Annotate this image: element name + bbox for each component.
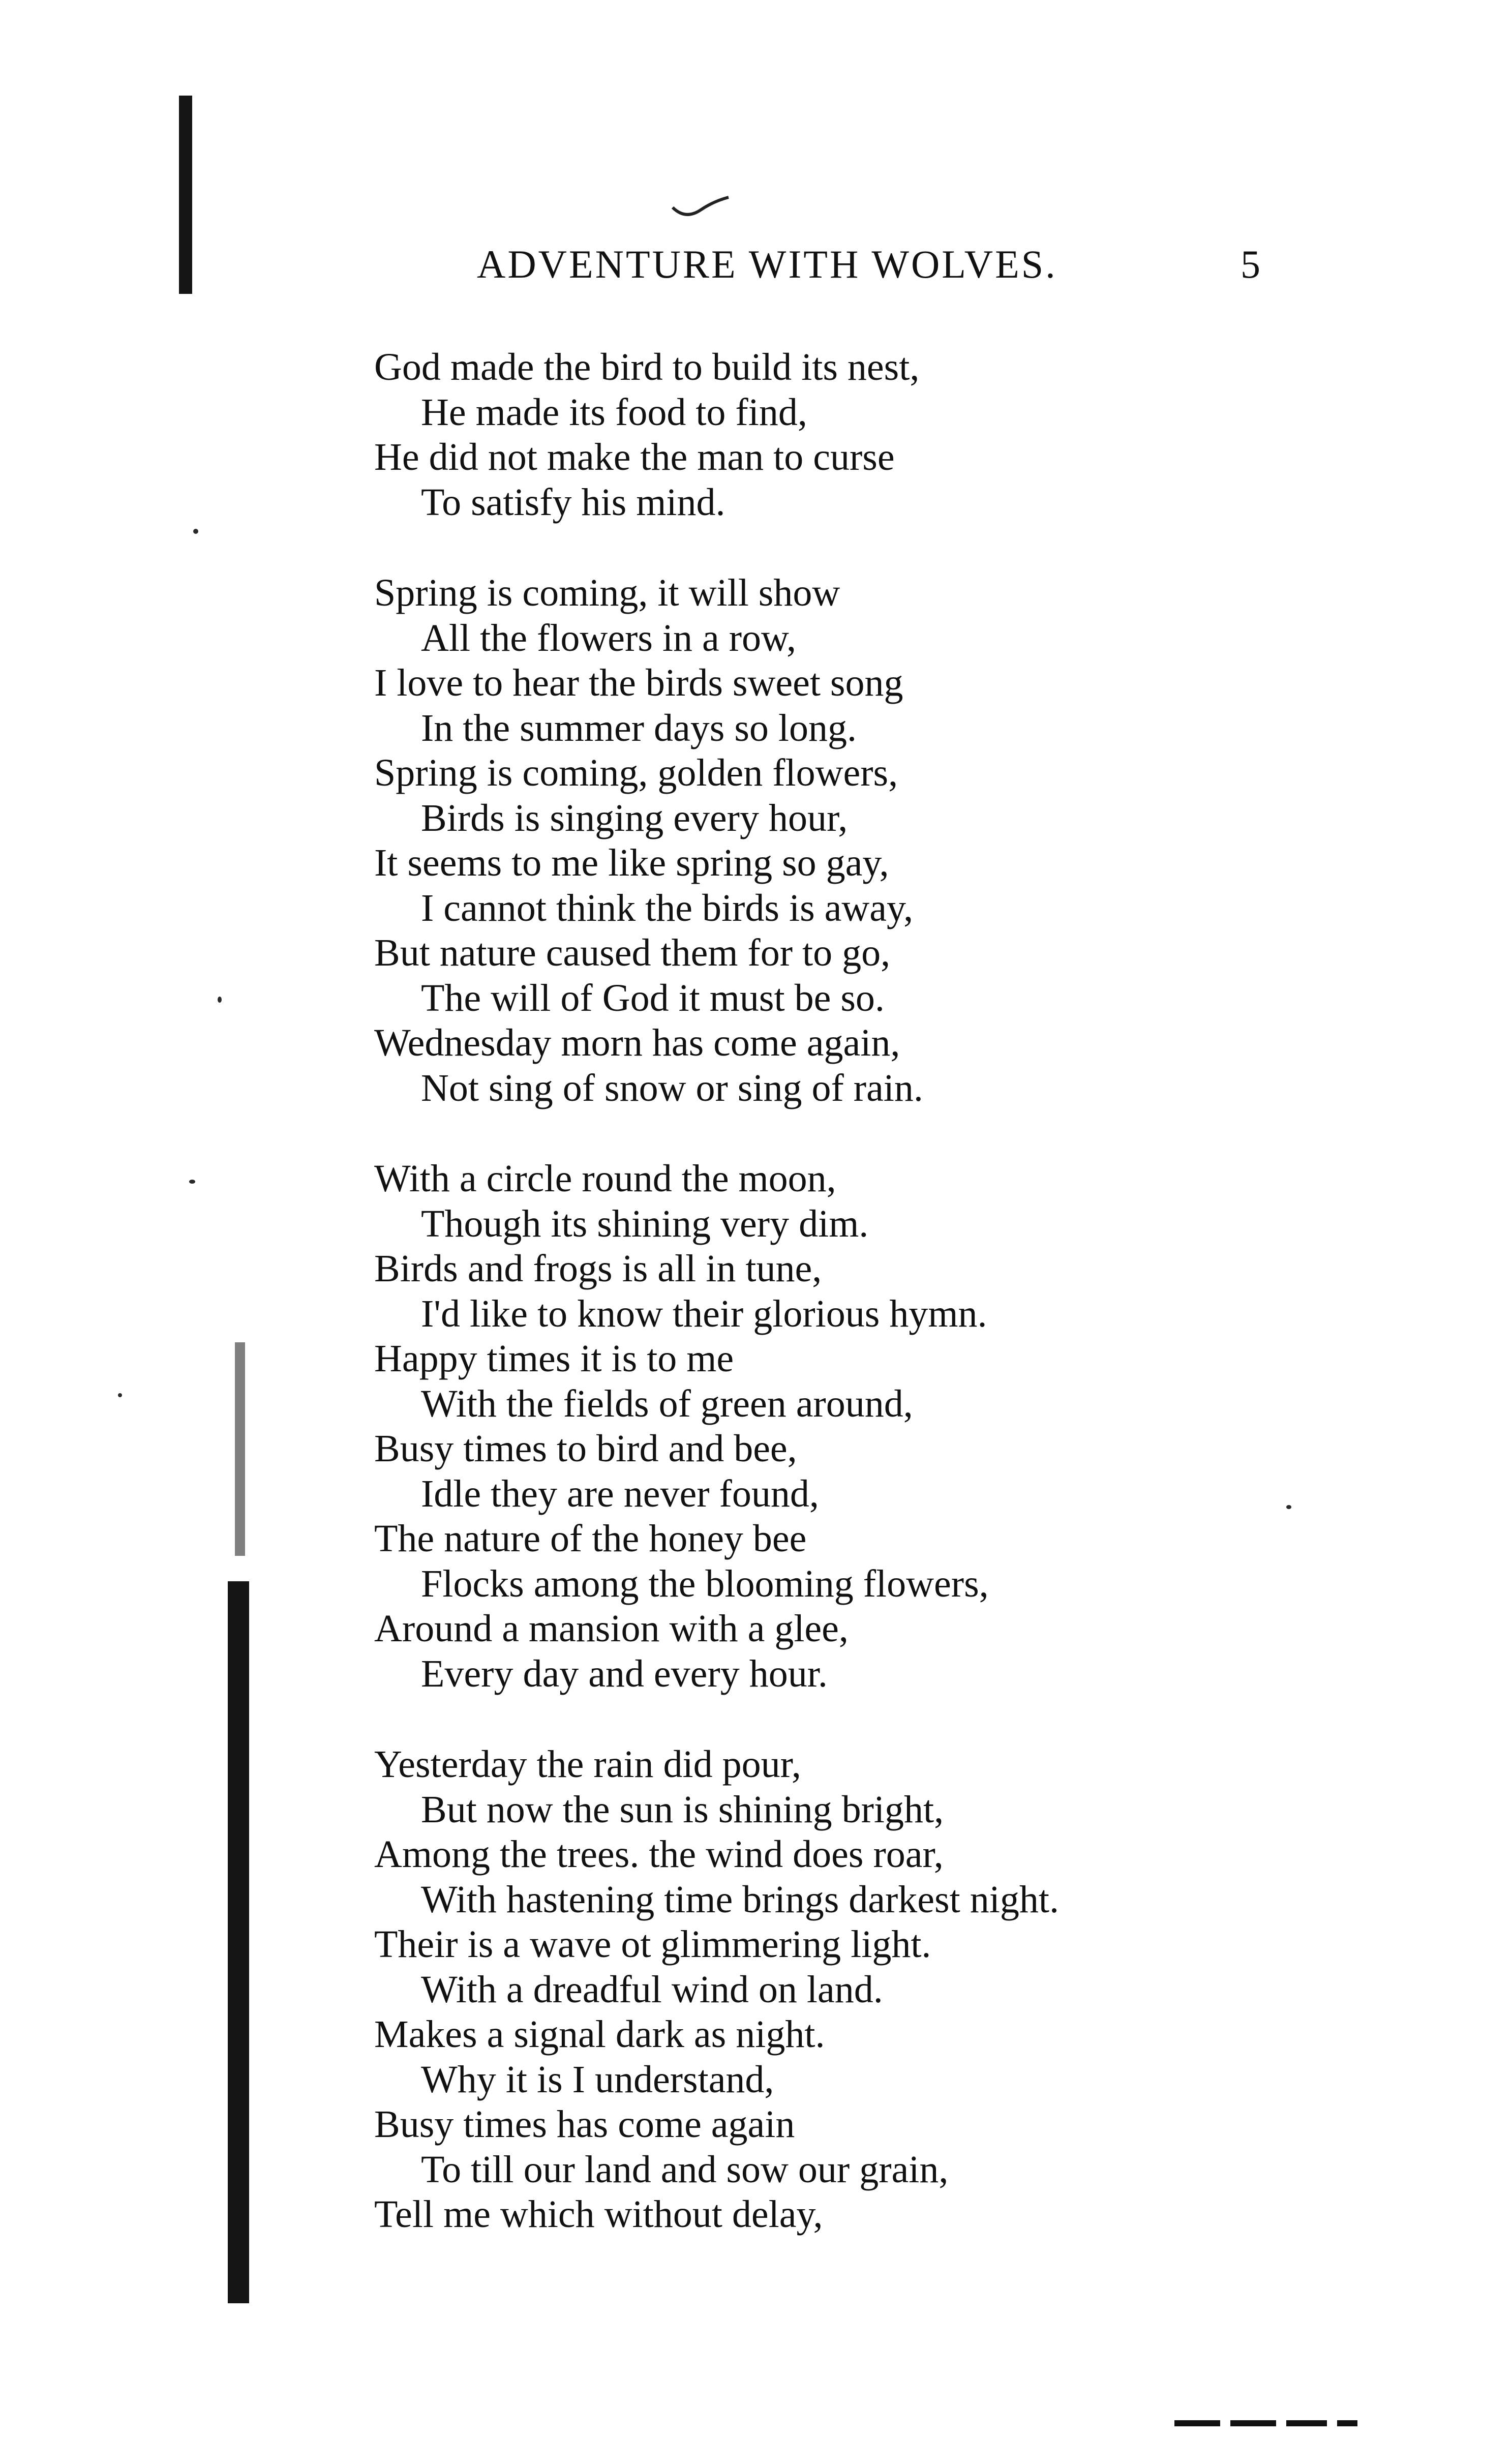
poem-line: Wednesday morn has come again, — [374, 1021, 900, 1064]
printer-ornament — [670, 192, 731, 223]
poem-line: Busy times has come again — [374, 2103, 795, 2146]
poem-line: Not sing of snow or sing of rain. — [421, 1066, 923, 1109]
stanza — [374, 1742, 1264, 2237]
stanza — [374, 1156, 1264, 1696]
binding-shadow-top — [179, 96, 192, 294]
poem-line: With the fields of green around, — [421, 1382, 913, 1425]
poem-line: It seems to me like spring so gay, — [374, 841, 889, 884]
poem-line: With a circle round the moon, — [374, 1157, 836, 1200]
poem-line: But now the sun is shining bright, — [421, 1788, 944, 1831]
poem-line: Birds is singing every hour, — [421, 796, 848, 839]
poem-line: God made the bird to build its nest, — [374, 346, 920, 388]
poem-line: In the summer days so long. — [421, 706, 857, 749]
scan-speck — [218, 997, 222, 1003]
poem-line: All the flowers in a row, — [421, 616, 796, 659]
poem-line: To satisfy his mind. — [421, 480, 725, 524]
poem-line: Makes a signal dark as night. — [374, 2013, 825, 2056]
binding-shadow-mid — [235, 1342, 245, 1556]
scan-speck — [1286, 1505, 1291, 1509]
poem-line: I cannot think the birds is away, — [421, 886, 914, 929]
poem-line: Their is a wave ot glimmering light. — [374, 1923, 931, 1966]
poem-line: I'd like to know their glorious hymn. — [421, 1292, 987, 1335]
poem-line: Yesterday the rain did pour, — [374, 1743, 801, 1786]
stanza — [374, 345, 1264, 525]
poem-line: Tell me which without delay, — [374, 2193, 823, 2236]
poem-line: Birds and frogs is all in tune, — [374, 1247, 822, 1290]
poem-line: Why it is I understand, — [421, 2058, 774, 2101]
poem-line: With hastening time brings darkest night. — [421, 1878, 1059, 1921]
poem-line: I love to hear the birds sweet song — [374, 661, 903, 704]
poem-line: The nature of the honey bee — [374, 1517, 807, 1560]
binding-shadow-bottom — [228, 1581, 249, 2303]
scan-speck — [193, 529, 198, 534]
scan-speck — [189, 1180, 195, 1184]
poem-line: Around a mansion with a glee, — [374, 1607, 849, 1650]
running-head: ADVENTURE WITH WOLVES. — [477, 242, 1057, 286]
poem-line: To till our land and sow our grain, — [421, 2148, 949, 2191]
poem-body — [374, 345, 1264, 2283]
poem-line: He made its food to find, — [421, 390, 807, 434]
poem-line: The will of God it must be so. — [421, 976, 885, 1019]
poem-line: But nature caused them for to go, — [374, 931, 891, 974]
stanza — [374, 570, 1264, 1110]
poem-line: Flocks among the blooming flowers, — [421, 1562, 989, 1605]
poem-line: Busy times to bird and bee, — [374, 1427, 797, 1470]
poem-line: Though its shining very dim. — [421, 1202, 869, 1245]
poem-line: He did not make the man to curse — [374, 436, 895, 478]
poem-line: Every day and every hour. — [421, 1652, 828, 1695]
poem-line: Spring is coming, golden flowers, — [374, 751, 898, 794]
poem-line: Among the trees. the wind does roar, — [374, 1833, 944, 1876]
page-number: 5 — [1241, 242, 1260, 286]
poem-line: Spring is coming, it will show — [374, 571, 840, 614]
poem-line: With a dreadful wind on land. — [421, 1968, 883, 2011]
poem-line: Idle they are never found, — [421, 1472, 819, 1515]
poem-line: Happy times it is to me — [374, 1337, 734, 1380]
scan-speck — [118, 1393, 122, 1397]
